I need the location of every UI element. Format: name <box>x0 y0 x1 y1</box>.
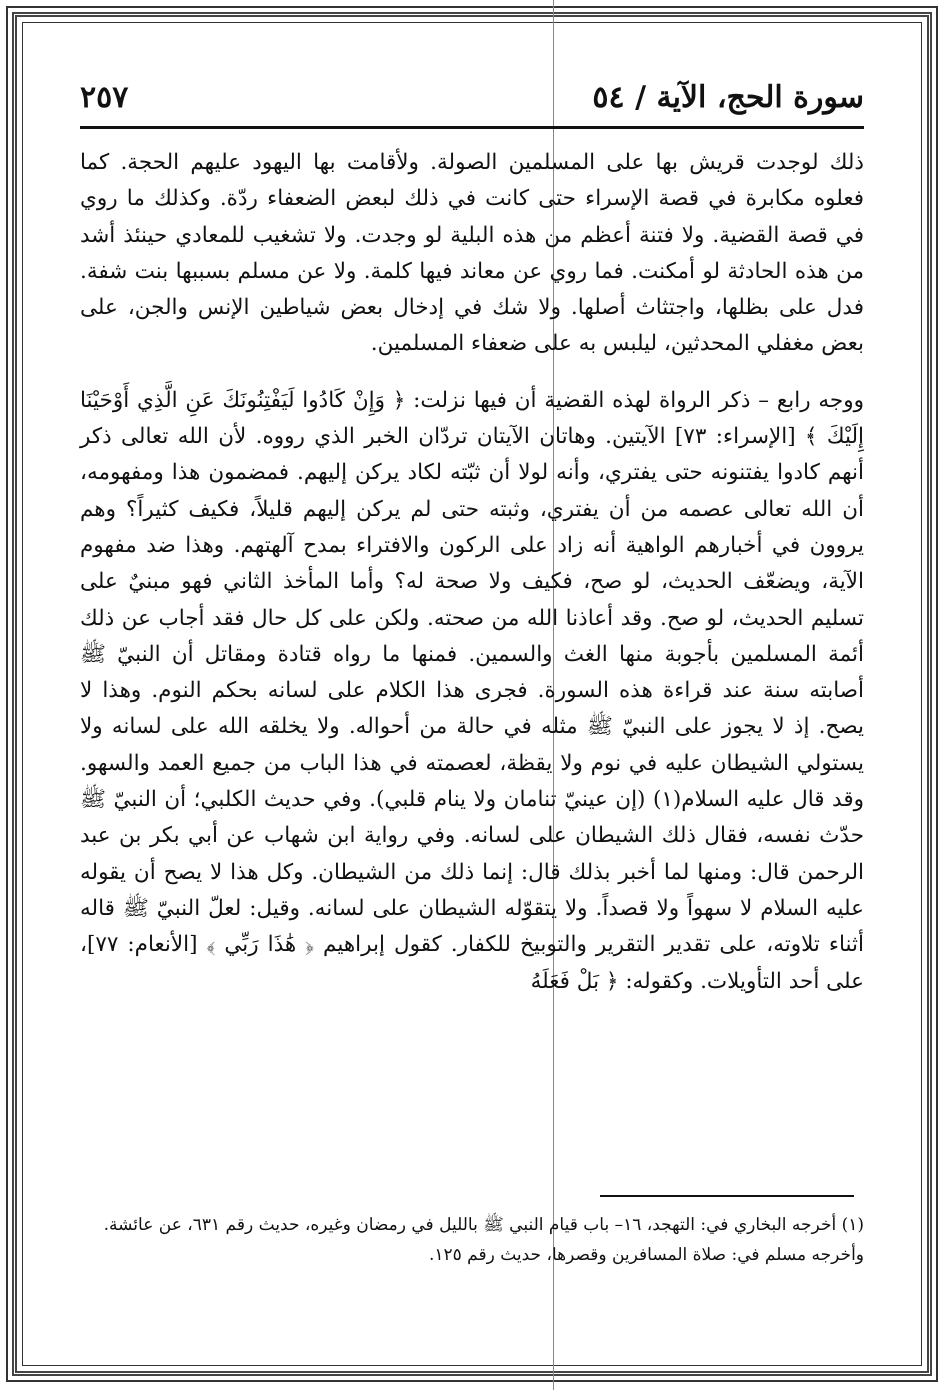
running-title: سورة الحج، الآية / ٥٤ <box>592 80 864 115</box>
paragraph-1: ذلك لوجدت قريش بها على المسلمين الصولة. ولأقامت بها اليهود عليهم الحجة. كما فعلوه مكابرة في قصة الإسراء حتى كانت في ذلك لبعض الضعفاء ردّة. وكذلك ما روي في قصة القضية. ولا فتنة أعظم من هذه البلية لو وجدت. ولا تشغيب للمعادي حينئذ أشد من هذه الحادثة لو أمكنت. فما روي عن معاند فيها كلمة. ولا عن مسلم بسببها بنت شفة. فدل على بظلها، واجتثاث أصلها. ولا شك في إدخال بعض شياطين الإنس والجن، على بعض مغفلي المحدثين، ليلبس به على ضعفاء المسلمين. <box>80 150 864 357</box>
footnote-2: وأخرجه مسلم في: صلاة المسافرين وقصرها، حديث رقم ١٢٥. <box>428 1245 864 1265</box>
main-text <box>80 145 864 1000</box>
footnote-1: (١) أخرجه البخاري في: التهجد، ١٦– باب قيام النبي ﷺ بالليل في رمضان وغيره، حديث رقم ٦٣١، عن عائشة. <box>103 1215 864 1235</box>
page-number: ٢٥٧ <box>80 80 129 115</box>
footnotes <box>80 1210 864 1270</box>
paragraph-2: ووجه رابع – ذكر الرواة لهذه القضية أن فيها نزلت: ﴿ وَإِنْ كَادُوا لَيَفْتِنُونَكَ عَنِ الَّذِي أَوْحَيْنَا إِلَيْكَ ﴾ [الإسراء: ٧٣] الآيتين. وهاتان الآيتان تردّان الخبر الذي رووه. لأن الله تعالى ذكر أنهم كادوا يفتنونه حتى يفتري، وأنه لولا أن ثبّته لكاد يركن إليهم. فمضمون هذا ومفهومه، أن الله تعالى عصمه من أن يفتري، وثبته حتى لم يركن إليهم قليلاً، فكيف كثيراً؟ وهم يروون في أخبارهم الواهية أنه زاد على الركون والافتراء بمدح آلهتهم. وهذا ضد مفهوم الآية، ويضعّف الحديث، لو صح، فكيف ولا صحة له؟ وأما المأخذ الثاني فهو مبنيٌ على تسليم الحديث، لو صح. وقد أعاذنا الله من صحته. ولكن على كل حال فقد أجاب عن ذلك أئمة المسلمين بأجوبة منها الغث والسمين. فمنها ما رواه قتادة ومقاتل أن النبيّ ﷺ أصابته سنة عند قراءة هذه السورة. فجرى هذا الكلام على لسانه بحكم النوم. وهذا لا يصح. إذ لا يجوز على النبيّ ﷺ مثله في حالة من أحواله. ولا يخلقه الله على لسانه ولا يستولي الشيطان عليه في نوم ولا يقظة، لعصمته في هذا الباب من جميع العمد والسهو. وقد قال عليه السلام(١) (إن عينيّ تنامان ولا ينام قلبي). وفي حديث الكلبي؛ أن النبيّ ﷺ حدّث نفسه، فقال ذلك الشيطان على لسانه. وفي رواية ابن شهاب عن أبي بكر بن عبد الرحمن قال: ومنها لما أخبر بذلك قال: إنما ذلك من الشيطان. وكل هذا لا يصح أن يقوله عليه السلام لا سهواً ولا قصداً. ولا يتقوّله الشيطان على لسانه. وقيل: لعلّ النبيّ ﷺ قاله أثناء تلاوته، على تقدير التقرير والتوبيخ للكفار. كقول إبراهيم ﴿ هَٰذَا رَبِّي ﴾ [الأنعام: ٧٧]، على أحد التأويلات. وكقوله: ﴿ بَلْ فَعَلَهُ <box>80 387 865 994</box>
page-header <box>80 80 864 124</box>
header-rule <box>80 126 864 129</box>
footnote-rule <box>600 1195 854 1197</box>
